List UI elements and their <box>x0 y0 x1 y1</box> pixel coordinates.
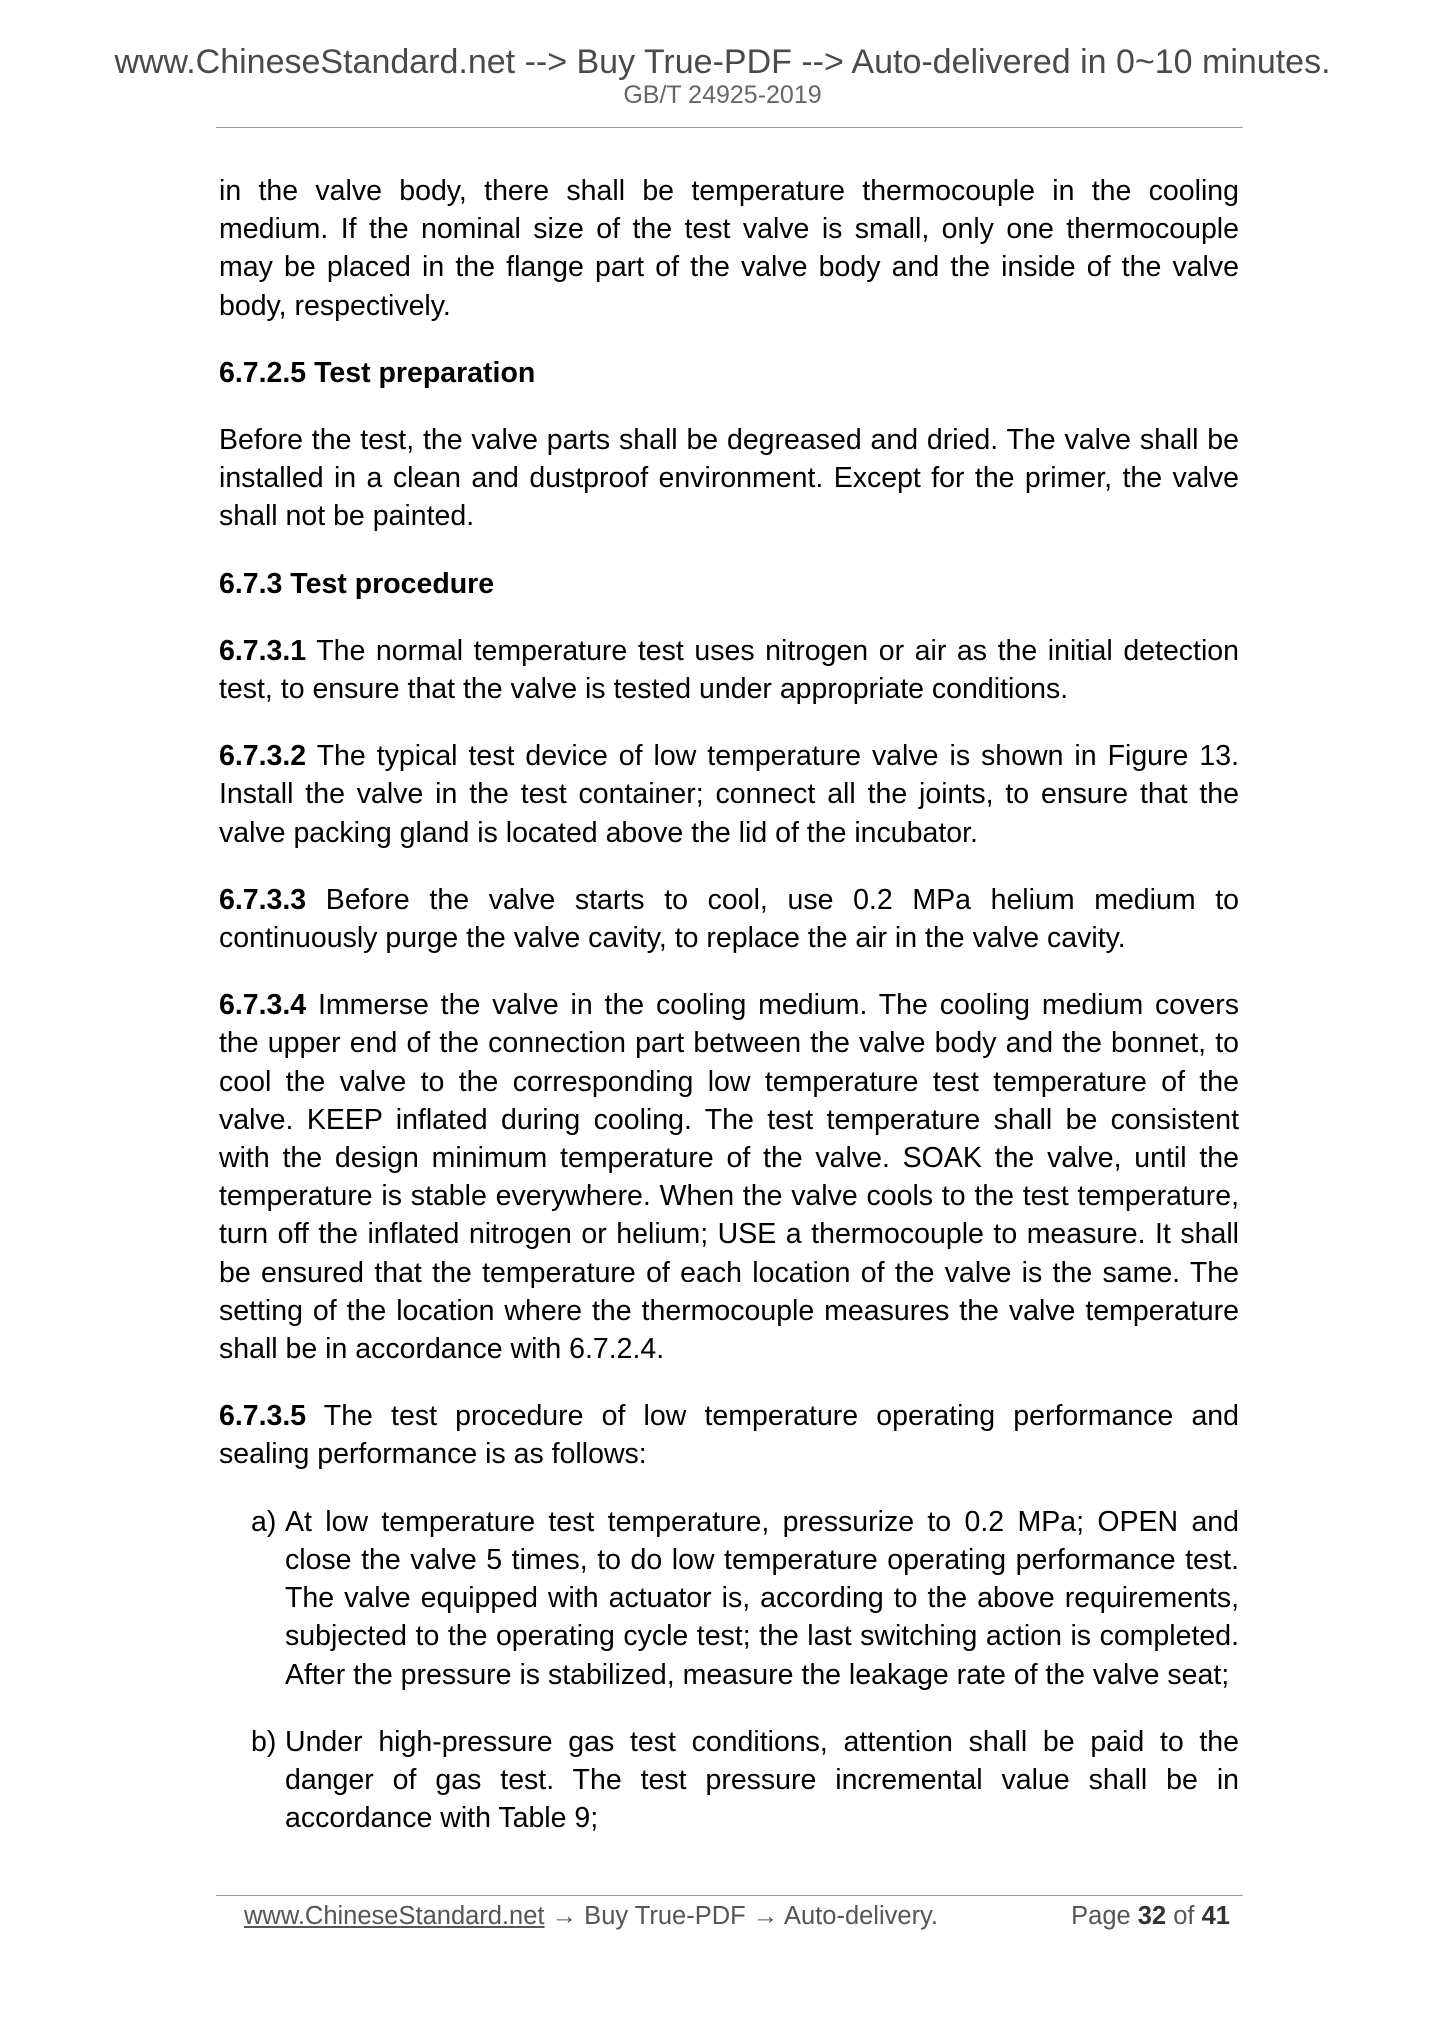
clause-6-7-3-2 <box>219 737 1239 852</box>
clause-6-7-3-3 <box>219 881 1239 957</box>
list-item-b <box>219 1723 1239 1838</box>
clause-6-7-3-4 <box>219 986 1239 1368</box>
clause-6-7-3-1 <box>219 632 1239 708</box>
page-of-label: of <box>1173 1902 1195 1930</box>
footer-site-link[interactable]: www.ChineseStandard.net <box>244 1902 545 1930</box>
list-item-a <box>219 1503 1239 1694</box>
intro-paragraph: in the valve body, there shall be temperature thermocouple in the cooling medium. If the nominal size of the test valve is small, only one thermocouple may be placed in the flange part of the valve body and the inside of the valve body, respectively. <box>219 175 1239 322</box>
header-banner: www.ChineseStandard.net --> Buy True-PDF --> Auto-delivered in 0~10 minutes. <box>114 43 1331 81</box>
page-number <box>1071 1900 1230 1932</box>
clause-text: The normal temperature test uses nitrogen or air as the initial detection test, to ensure that the valve is tested under appropriate conditions. <box>219 634 1239 706</box>
list-item-text: Under high-pressure gas test conditions, attention shall be paid to the danger of gas test. The test pressure incremental value shall be in accordance with Table 9; <box>285 1725 1239 1835</box>
page-total: 41 <box>1201 1902 1230 1930</box>
list-marker: b) <box>251 1725 277 1758</box>
clause-text: Before the valve starts to cool, use 0.2 MPa helium medium to continuously purge the valve cavity, to replace the air in the valve cavity. <box>219 883 1239 955</box>
heading-6-7-2-5: 6.7.2.5 Test preparation <box>219 356 536 389</box>
clause-6-7-3-5 <box>219 1397 1239 1473</box>
document-id: GB/T 24925-2019 <box>623 81 822 109</box>
footer-divider <box>216 1895 1243 1896</box>
clause-text: The typical test device of low temperature valve is shown in Figure 13. Install the valve in the test container; connect all the joints, to ensure that the valve packing gland is located above the lid of the incubator. <box>219 740 1239 849</box>
page-current: 32 <box>1137 1902 1167 1930</box>
heading-6-7-3: 6.7.3 Test procedure <box>219 567 495 600</box>
clause-text: The test procedure of low temperature operating performance and sealing performance is as follows: <box>219 1400 1239 1471</box>
footer-promo <box>244 1900 938 1932</box>
clause-number: 6.7.3.4 <box>219 989 307 1022</box>
header-divider <box>216 127 1243 128</box>
clause-text: Immerse the valve in the cooling medium. The cooling medium covers the upper end of the connection part between the valve body and the bonnet, to cool the valve to the corresponding low temperature test temperature of the valve. KEEP inflated during cooling. The test temperature shall be consistent with the design minimum temperature of the valve. SOAK the valve, until the temperature is stable everywhere. When the valve cools to the test temperature, turn off the inflated nitrogen or helium; USE a thermocouple to measure. It shall be ensured that the temperature of each location of the valve is the same. The setting of the location where the thermocouple measures the valve temperature shall be in accordance with 6.7.2.4. <box>219 989 1239 1366</box>
clause-number: 6.7.3.1 <box>219 634 307 667</box>
list-item-text: At low temperature test temperature, pressurize to 0.2 MPa; OPEN and close the valve 5 times, to do low temperature operating performance test. The valve equipped with actuator is, according to the above requirements, subjected to the operating cycle test; the last switching action is completed. After the pressure is stabilized, measure the leakage rate of the valve seat; <box>285 1505 1239 1691</box>
clause-number: 6.7.3.5 <box>219 1400 307 1433</box>
list-marker: a) <box>251 1505 277 1538</box>
paragraph-6-7-2-5: Before the test, the valve parts shall be degreased and dried. The valve shall be installed in a clean and dustproof environment. Except for the primer, the valve shall not be painted. <box>219 424 1239 533</box>
footer-tagline: → Buy True-PDF → Auto-delivery. <box>544 1902 938 1930</box>
page-label: Page <box>1071 1902 1131 1930</box>
document-body <box>219 172 1239 1866</box>
clause-number: 6.7.3.2 <box>219 740 307 773</box>
clause-number: 6.7.3.3 <box>219 883 307 916</box>
